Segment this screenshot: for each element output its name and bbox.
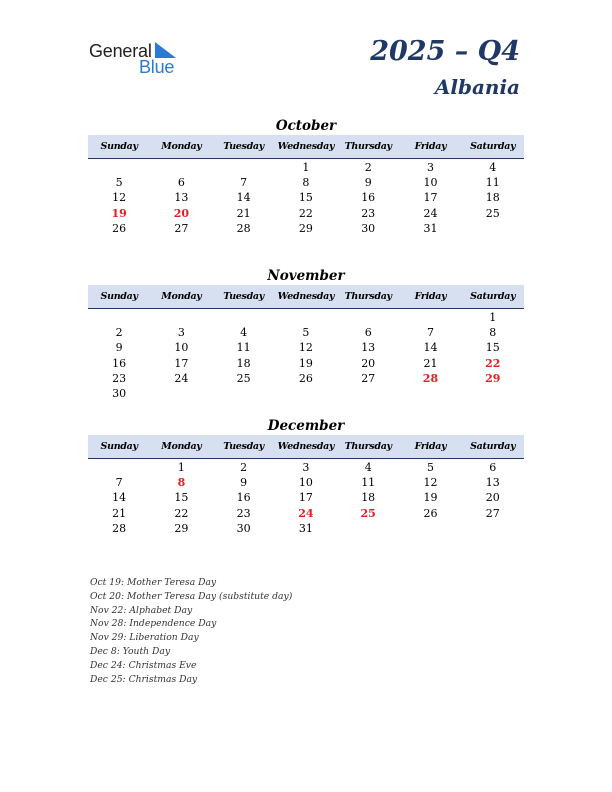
holiday-day-cell: 22 (485, 356, 501, 370)
day-cell: 7 (240, 176, 248, 190)
day-cell: 3 (177, 326, 185, 340)
day-cell: 2 (240, 461, 248, 474)
country-name: Albania (434, 75, 520, 99)
weekday-header (88, 285, 524, 309)
empty-cell (150, 160, 212, 175)
day-cell: 9 (115, 341, 123, 355)
weekday-label: Saturday (470, 291, 516, 302)
holiday-entry: Dec 24: Christmas Eve (90, 659, 197, 671)
day-cell: 4 (489, 161, 497, 174)
day-cell: 18 (361, 491, 376, 505)
day-cell: 14 (112, 491, 127, 505)
day-cell: 15 (174, 491, 189, 505)
day-cell: 6 (177, 176, 185, 190)
weekday-label: Sunday (100, 291, 138, 302)
day-cell: 17 (174, 356, 189, 370)
day-cell: 3 (302, 461, 310, 474)
day-cell: 15 (298, 191, 313, 205)
day-cell: 7 (115, 476, 123, 490)
weekday-label: Monday (161, 141, 202, 152)
day-cell: 5 (302, 326, 310, 340)
empty-cell (213, 310, 275, 325)
weekday-label: Tuesday (223, 441, 265, 452)
day-cell: 4 (364, 461, 372, 474)
day-cell: 31 (298, 521, 313, 535)
day-cell: 6 (489, 461, 497, 474)
weekday-label: Thursday (344, 291, 392, 302)
day-cell: 16 (112, 356, 127, 370)
day-cell: 24 (174, 371, 189, 385)
day-cell: 12 (423, 476, 438, 490)
day-cell: 18 (236, 356, 251, 370)
day-cell: 31 (423, 221, 438, 235)
day-cell: 27 (361, 371, 376, 385)
day-cell: 21 (112, 506, 127, 520)
holiday-day-cell: 19 (111, 206, 127, 220)
weekday-label: Saturday (470, 441, 516, 452)
weekday-label: Wednesday (277, 291, 335, 302)
logo-triangle-icon (155, 42, 176, 58)
empty-cell (213, 160, 275, 175)
day-cell: 21 (236, 206, 251, 220)
day-cell: 30 (112, 386, 127, 400)
day-cell: 10 (423, 176, 438, 190)
month-october (88, 117, 524, 236)
day-cell: 19 (423, 491, 438, 505)
day-cell: 13 (174, 191, 189, 205)
empty-cell (337, 310, 399, 325)
empty-cell (150, 310, 212, 325)
empty-cell (88, 160, 150, 175)
day-cell: 5 (426, 461, 434, 474)
page-title: 2025 – Q4 (370, 36, 520, 67)
day-cell: 16 (361, 191, 376, 205)
holiday-entry: Nov 28: Independence Day (90, 618, 217, 630)
day-cell: 23 (361, 206, 376, 220)
holiday-day-cell: 28 (422, 371, 439, 385)
day-cell: 13 (361, 341, 376, 355)
weekday-label: Friday (414, 441, 447, 452)
day-grid (88, 459, 524, 536)
day-cell: 9 (364, 176, 372, 190)
day-cell: 26 (112, 221, 127, 235)
day-cell: 17 (423, 191, 438, 205)
holiday-entry: Dec 25: Christmas Day (90, 673, 198, 685)
month-name: December (267, 418, 345, 434)
weekday-label: Sunday (100, 141, 138, 152)
empty-cell (275, 310, 337, 325)
day-cell: 13 (485, 476, 500, 490)
day-cell: 1 (302, 161, 310, 174)
empty-cell (399, 310, 461, 325)
day-cell: 14 (423, 341, 438, 355)
day-cell: 29 (174, 521, 189, 535)
day-cell: 11 (485, 176, 500, 190)
month-november (88, 267, 524, 401)
weekday-header (88, 135, 524, 159)
day-cell: 28 (112, 521, 127, 535)
holiday-day-cell: 24 (298, 506, 314, 520)
day-cell: 11 (236, 341, 251, 355)
month-december (88, 417, 524, 536)
day-grid (88, 309, 524, 401)
weekday-label: Saturday (470, 141, 516, 152)
day-cell: 27 (485, 506, 500, 520)
day-cell: 8 (302, 176, 310, 190)
weekday-label: Monday (161, 441, 202, 452)
holiday-entry: Nov 29: Liberation Day (90, 632, 199, 644)
month-name: November (267, 268, 345, 284)
logo (89, 40, 189, 76)
day-cell: 22 (174, 506, 189, 520)
logo-text-blue: Blue (139, 57, 175, 77)
holiday-entry: Dec 8: Youth Day (90, 645, 171, 657)
holiday-day-cell: 8 (177, 476, 186, 490)
weekday-label: Wednesday (277, 141, 335, 152)
weekday-header (88, 435, 524, 459)
day-cell: 30 (236, 521, 251, 535)
day-cell: 2 (364, 161, 372, 174)
day-cell: 19 (298, 356, 313, 370)
empty-cell (88, 310, 150, 325)
weekday-label: Tuesday (223, 141, 265, 152)
holiday-list (90, 576, 292, 686)
day-cell: 23 (112, 371, 127, 385)
day-cell: 8 (489, 326, 497, 340)
day-cell: 5 (115, 176, 123, 190)
holiday-day-cell: 20 (173, 206, 190, 220)
day-cell: 7 (426, 326, 434, 340)
weekday-label: Thursday (344, 441, 392, 452)
day-cell: 25 (236, 371, 251, 385)
day-cell: 2 (115, 326, 123, 340)
weekday-label: Friday (414, 291, 447, 302)
weekday-label: Sunday (100, 441, 138, 452)
day-cell: 28 (236, 221, 251, 235)
holiday-entry: Oct 20: Mother Teresa Day (substitute day) (90, 590, 293, 602)
holiday-entry: Nov 22: Alphabet Day (90, 604, 193, 616)
day-cell: 4 (240, 326, 248, 340)
day-cell: 9 (240, 476, 248, 490)
day-cell: 10 (298, 476, 313, 490)
day-cell: 1 (177, 461, 185, 474)
day-cell: 22 (298, 206, 313, 220)
day-cell: 26 (423, 506, 438, 520)
empty-cell (88, 460, 150, 475)
day-cell: 3 (426, 161, 434, 174)
day-cell: 20 (361, 356, 376, 370)
day-cell: 24 (423, 206, 438, 220)
weekday-label: Monday (161, 291, 202, 302)
day-cell: 20 (485, 491, 500, 505)
weekday-label: Thursday (344, 141, 392, 152)
day-cell: 11 (361, 476, 376, 490)
month-name: October (275, 118, 337, 134)
day-cell: 29 (298, 221, 313, 235)
day-cell: 12 (112, 191, 127, 205)
day-cell: 1 (489, 311, 497, 324)
day-cell: 12 (298, 341, 313, 355)
day-cell: 14 (236, 191, 251, 205)
day-cell: 10 (174, 341, 189, 355)
weekday-label: Friday (414, 141, 447, 152)
day-cell: 25 (485, 206, 500, 220)
holiday-day-cell: 25 (360, 506, 376, 520)
day-cell: 23 (236, 506, 251, 520)
day-cell: 30 (361, 221, 376, 235)
day-cell: 6 (364, 326, 372, 340)
day-cell: 21 (423, 356, 438, 370)
weekday-label: Wednesday (277, 441, 335, 452)
day-cell: 16 (236, 491, 251, 505)
day-cell: 26 (298, 371, 313, 385)
holiday-entry: Oct 19: Mother Teresa Day (90, 577, 217, 588)
day-cell: 17 (298, 491, 313, 505)
logo-text-general: General (89, 41, 152, 61)
day-cell: 27 (174, 221, 189, 235)
day-grid (88, 159, 524, 236)
day-cell: 18 (485, 191, 500, 205)
day-cell: 15 (485, 341, 500, 355)
holiday-day-cell: 29 (485, 371, 501, 385)
weekday-label: Tuesday (223, 291, 265, 302)
